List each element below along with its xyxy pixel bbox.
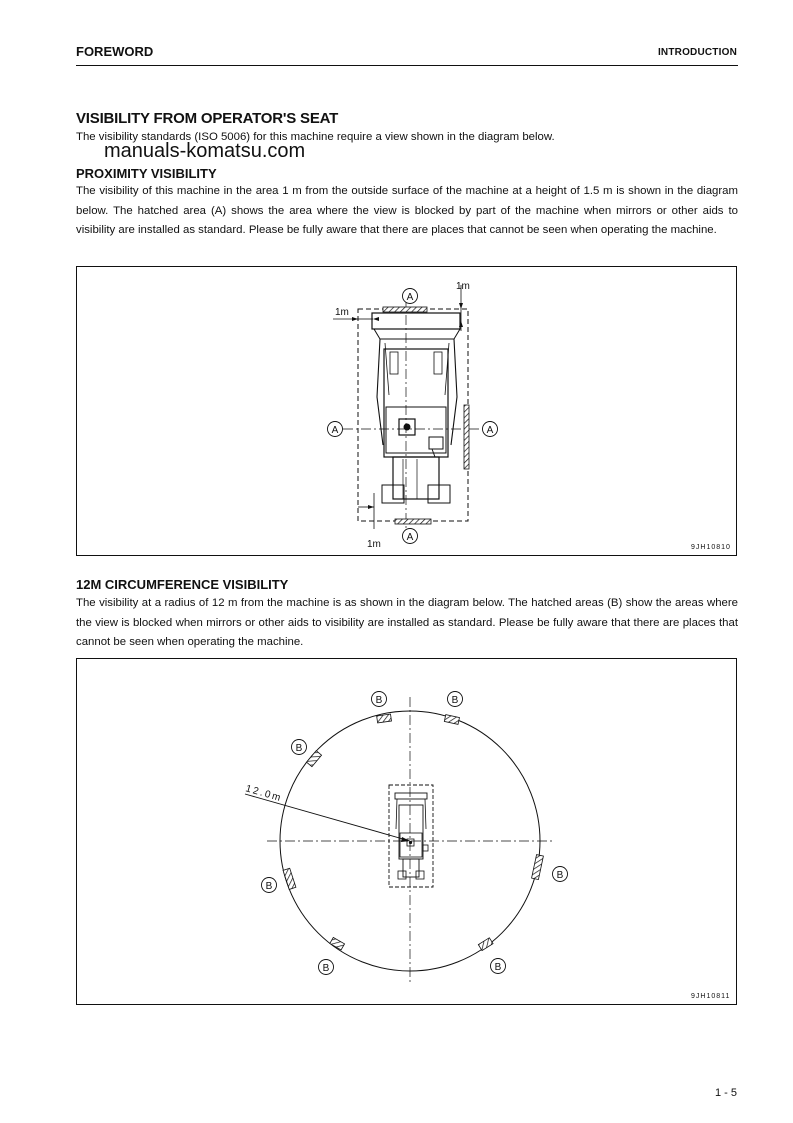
circumference-diagram (77, 659, 736, 1004)
proximity-diagram (77, 267, 736, 555)
figure-code: 9JH10810 (691, 544, 731, 551)
header-chapter: INTRODUCTION (657, 47, 737, 58)
callout-b-6: B (322, 963, 330, 974)
header-section: FOREWORD (76, 44, 154, 59)
dim-label-bottom: 1m (367, 539, 381, 550)
callout-b-5: B (556, 870, 564, 881)
callout-b-2: B (451, 695, 459, 706)
intro-text: The visibility standards (ISO 5006) for this machine require a view shown in the diagram below. (76, 131, 555, 143)
proximity-heading: PROXIMITY VISIBILITY (76, 166, 217, 181)
figure-code-2: 9JH10811 (691, 993, 731, 1000)
callout-a-bottom: A (406, 532, 414, 543)
dim-label-top-left: 1m (335, 307, 349, 318)
dim-label-top-right: 1m (456, 281, 470, 292)
circumference-figure (76, 658, 737, 1005)
proximity-text: The visibility of this machine in the area 1 m from the outside surface of the machine at a height of 1.5 m is shown in the diagram below. The hatched area (A) shows the area where the view is blocked by part of the machine when mirrors or other aids to visibility are installed as standard. Please be fully aware that there are places that cannot be seen when operating the machine. (76, 185, 738, 236)
callout-b-4: B (265, 881, 273, 892)
radius-label: 12.0m (244, 783, 284, 805)
header-rule (76, 65, 738, 66)
proximity-figure (76, 266, 737, 556)
watermark: manuals-komatsu.com (104, 140, 306, 162)
callout-a-right: A (486, 425, 494, 436)
callout-a-top: A (406, 292, 414, 303)
page-title: VISIBILITY FROM OPERATOR'S SEAT (76, 110, 339, 127)
callout-b-3: B (295, 743, 303, 754)
callout-b-1: B (375, 695, 383, 706)
circumference-text: The visibility at a radius of 12 m from the machine is as shown in the diagram below. The hatched areas (B) show the areas where the view is blocked when mirrors or other aids to visibility are installed as standard. Please be fully aware that there are places that cannot be seen when operating the machine. (76, 597, 738, 648)
circumference-heading: 12M CIRCUMFERENCE VISIBILITY (76, 577, 289, 592)
callout-a-left: A (331, 425, 339, 436)
page-number: 1 - 5 (714, 1087, 737, 1099)
callout-b-7: B (494, 962, 502, 973)
